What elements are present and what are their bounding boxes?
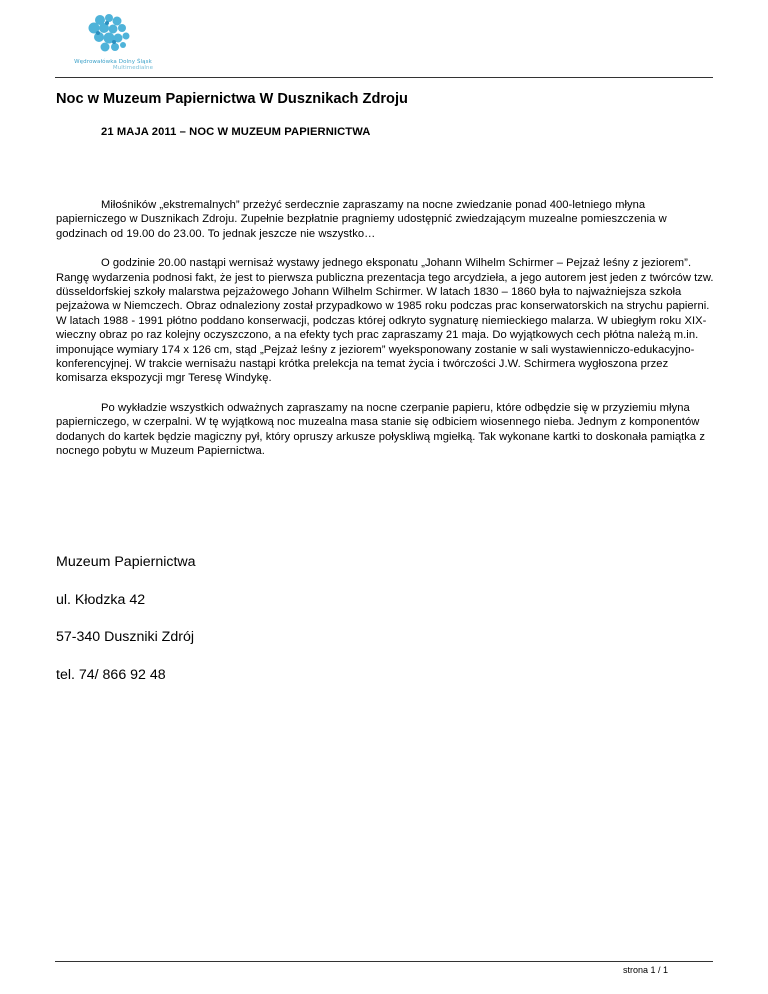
address-name: Muzeum Papiernictwa — [56, 554, 196, 570]
paragraph-1: Miłośników „ekstremalnych” przeżyć serdecznie zapraszamy na nocne zwiedzanie ponad 400-letniego młyna papierniczego w Dusznikach Zdroju. Zupełnie bezpłatnie pragniemy udostępnić zwiedzającym muzealne pomieszczenia w godzinach od 19.00 do 23.00. To jednak jeszcze nie wszystko… — [56, 199, 667, 240]
logo-line-1: Wędrowałówka Dolny Śląsk — [74, 59, 152, 65]
article-body — [56, 198, 716, 474]
blue-bubbles-logo-icon — [58, 12, 168, 60]
site-logo — [58, 12, 168, 74]
page-title: Noc w Muzeum Papiernictwa W Dusznikach Zdroju — [56, 91, 408, 107]
address-phone: tel. 74/ 866 92 48 — [56, 666, 166, 683]
logo-text — [60, 59, 166, 71]
logo-line-2: Multimedialne — [112, 65, 154, 71]
page-number: strona 1 / 1 — [623, 965, 669, 975]
article-subtitle: 21 MAJA 2011 – NOC W MUZEUM PAPIERNICTWA — [101, 126, 371, 138]
address-city: 57-340 Duszniki Zdrój — [56, 629, 194, 645]
header-divider — [55, 77, 713, 78]
contact-address — [56, 554, 196, 704]
paragraph-2: O godzinie 20.00 nastąpi wernisaż wystawy jednego eksponatu „Johann Wilhelm Schirmer – Pejzaż leśny z jeziorem”. Rangę wydarzenia podnosi fakt, że jest to pierwsza publiczna prezentacja tego arcydzieła, a jego autorem jest jeden z twórców tzw. düsseldorfskiej szkoły malarstwa pejzażowego Johann Wilhelm Schirmer. W latach 1830 – 1860 była to najważniejsza szkoła pejzażowa w Niemczech. Obraz odnaleziony został przypadkowo w 1985 roku podczas prac konserwatorskich na strychu papierni. W latach 1988 - 1991 płótno poddano konserwacji, podczas której odkryto sygnaturę niemieckiego malarza. W ubiegłym roku XIX-wieczny obraz po raz kolejny oczyszczono, a na efekty tych prac zapraszamy 21 maja. Do wyjątkowych cech płótna należą m.in. imponujące wymiary 174 x 126 cm, stąd „Pejzaż leśny z jeziorem” wyeksponowany zostanie w sali wystawienniczo-edukacyjno-konferencyjnej. W trakcie wernisażu nastąpi krótka prelekcja na temat życia i twórczości J.W. Schirmera wygłoszona przez komisarza ekspozycji mgr Teresę Windykę. — [56, 257, 714, 385]
footer-divider — [55, 961, 713, 962]
address-street: ul. Kłodzka 42 — [56, 591, 146, 608]
paragraph-3: Po wykładzie wszystkich odważnych zapraszamy na nocne czerpanie papieru, które odbędzie się w przyziemiu młyna papierniczego, w czerpalni. W tę wyjątkową noc muzealna masa stanie się odbiciem wiosennego nieba. Jednym z komponentów dodanych do kartek będzie magiczny pył, który opruszy arkusze połyskliwą mgiełką. Tak wykonane kartki to doskonała pamiątka z nocnego pobytu w Muzeum Papiernictwa. — [56, 401, 706, 458]
